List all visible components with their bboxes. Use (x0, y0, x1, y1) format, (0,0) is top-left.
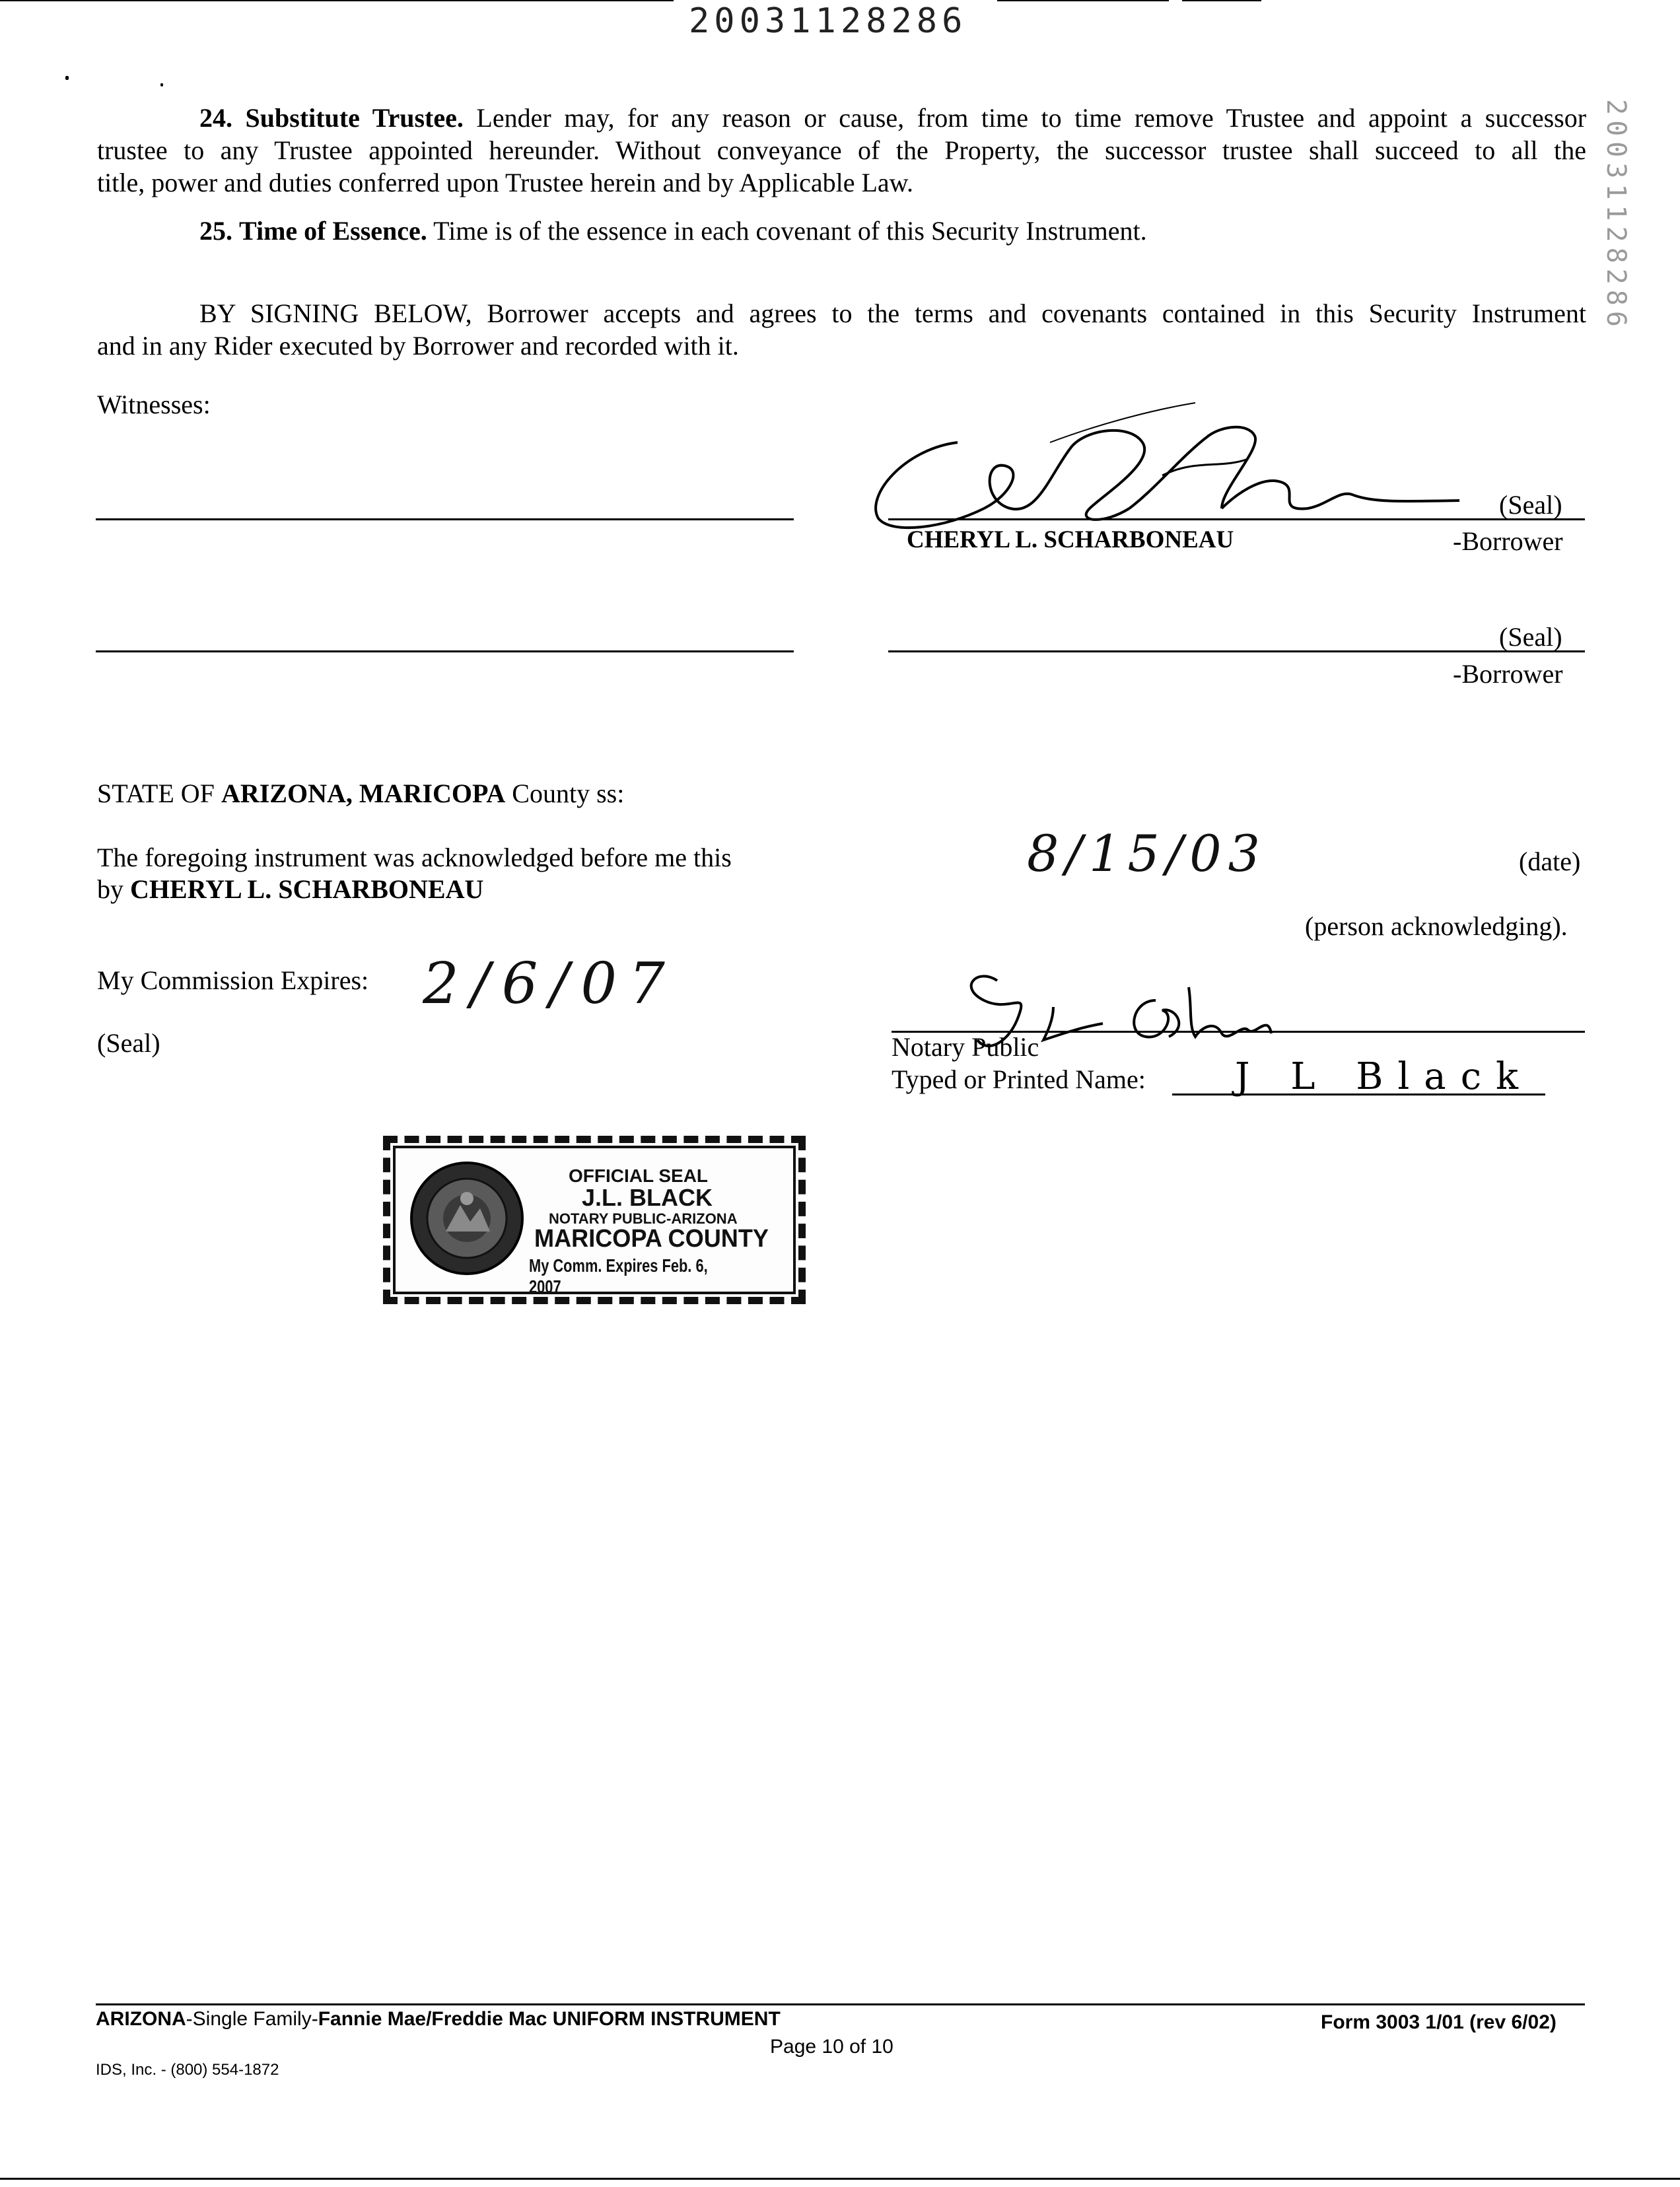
bottom-scan-line (0, 2178, 1680, 2180)
official-seal-line1: OFFICIAL SEAL (569, 1165, 709, 1186)
section-24-number: 24. (199, 103, 232, 133)
acknowledgment-line: The foregoing instrument was acknowledged before me this (97, 843, 732, 872)
scan-speck (160, 83, 163, 87)
state-suffix: County ss: (512, 779, 625, 808)
borrower-2-role-label: -Borrower (1453, 659, 1563, 689)
witness-signature-line-2 (96, 650, 794, 652)
handwritten-typed-name: J L Black (1235, 1055, 1533, 1098)
borrower-1-role-label: -Borrower (1453, 526, 1563, 556)
notary-public-label: Notary Public (892, 1032, 1039, 1062)
section-24-line2: trustee to any Trustee appointed hereunder. Without conveyance of the Property, the successor trustee shall succeed to all the (97, 135, 1586, 165)
borrower-2-seal-label: (Seal) (1499, 622, 1562, 652)
top-scan-dash (1182, 0, 1261, 1)
margin-stamp-number: 20031128286 (1601, 99, 1631, 332)
top-scan-line-right (997, 0, 1169, 1)
footer-page-label: Page 10 of 10 (770, 2036, 893, 2058)
person-acknowledging-label: (person acknowledging). (1305, 911, 1568, 941)
section-25-heading: Time of Essence. (239, 216, 427, 246)
section-24-line1 (199, 102, 1586, 134)
footer-instrument: Fannie Mae/Freddie Mac UNIFORM INSTRUMENT (318, 2008, 781, 2030)
footer-vendor: IDS, Inc. - (800) 554-1872 (96, 2061, 279, 2079)
scan-speck (65, 76, 69, 80)
ack-person: CHERYL L. SCHARBONEAU (130, 874, 484, 904)
footer-single-family: -Single Family- (186, 2008, 318, 2030)
handwritten-commission-date: 2/6/07 (423, 951, 677, 1017)
borrower-1-signature-line (888, 518, 1585, 520)
section-24-line3: title, power and duties conferred upon Trustee herein and by Applicable Law. (97, 168, 913, 197)
footer-rule (96, 2003, 1585, 2005)
state-county-line (97, 777, 624, 810)
borrower-1-seal-label: (Seal) (1499, 490, 1562, 520)
signing-statement-line1: BY SIGNING BELOW, Borrower accepts and agrees to the terms and covenants contained in this Security Instrument (199, 298, 1586, 328)
signing-statement-line2: and in any Rider executed by Borrower and recorded with it. (97, 331, 739, 361)
witness-signature-line-1 (96, 518, 794, 520)
footer-state: ARIZONA (96, 2008, 186, 2030)
witnesses-label: Witnesses: (97, 390, 211, 419)
commission-expires-label: My Commission Expires: (97, 965, 369, 995)
acknowledgment-by-line (97, 873, 483, 905)
official-seal-line3: NOTARY PUBLIC-ARIZONA (549, 1210, 738, 1227)
official-seal-line5: My Comm. Expires Feb. 6, 2007 (529, 1255, 708, 1297)
borrower-2-signature-line (888, 650, 1585, 652)
typed-name-label: Typed or Printed Name: (892, 1064, 1146, 1094)
section-24-heading: Substitute Trustee. (245, 103, 464, 133)
section-24-text: Lender may, for any reason or cause, from time to time remove Trustee and appoint a successor (476, 103, 1587, 133)
handwritten-ack-date: 8/15/03 (1027, 824, 1267, 883)
date-label: (date) (1519, 847, 1581, 876)
footer-instrument-title (96, 2007, 781, 2031)
arizona-state-seal-icon (407, 1159, 526, 1278)
section-25 (199, 215, 1147, 247)
notary-seal-label: (Seal) (97, 1028, 160, 1058)
official-seal-stamp (383, 1136, 806, 1304)
section-25-number: 25. (199, 216, 232, 246)
top-scan-line (0, 0, 674, 1)
state-county: ARIZONA, MARICOPA (221, 779, 506, 808)
footer-form-label: Form 3003 1/01 (rev 6/02) (1321, 2011, 1557, 2033)
official-seal-line4: MARICOPA COUNTY (534, 1225, 769, 1253)
state-prefix: STATE OF (97, 779, 215, 808)
section-25-text: Time is of the essence in each covenant of this Security Instrument. (433, 216, 1147, 246)
ack-by: by (97, 874, 123, 904)
borrower-1-name: CHERYL L. SCHARBONEAU (907, 526, 1234, 553)
recording-number: 20031128286 (689, 1, 967, 41)
official-seal-line2: J.L. BLACK (582, 1184, 713, 1211)
